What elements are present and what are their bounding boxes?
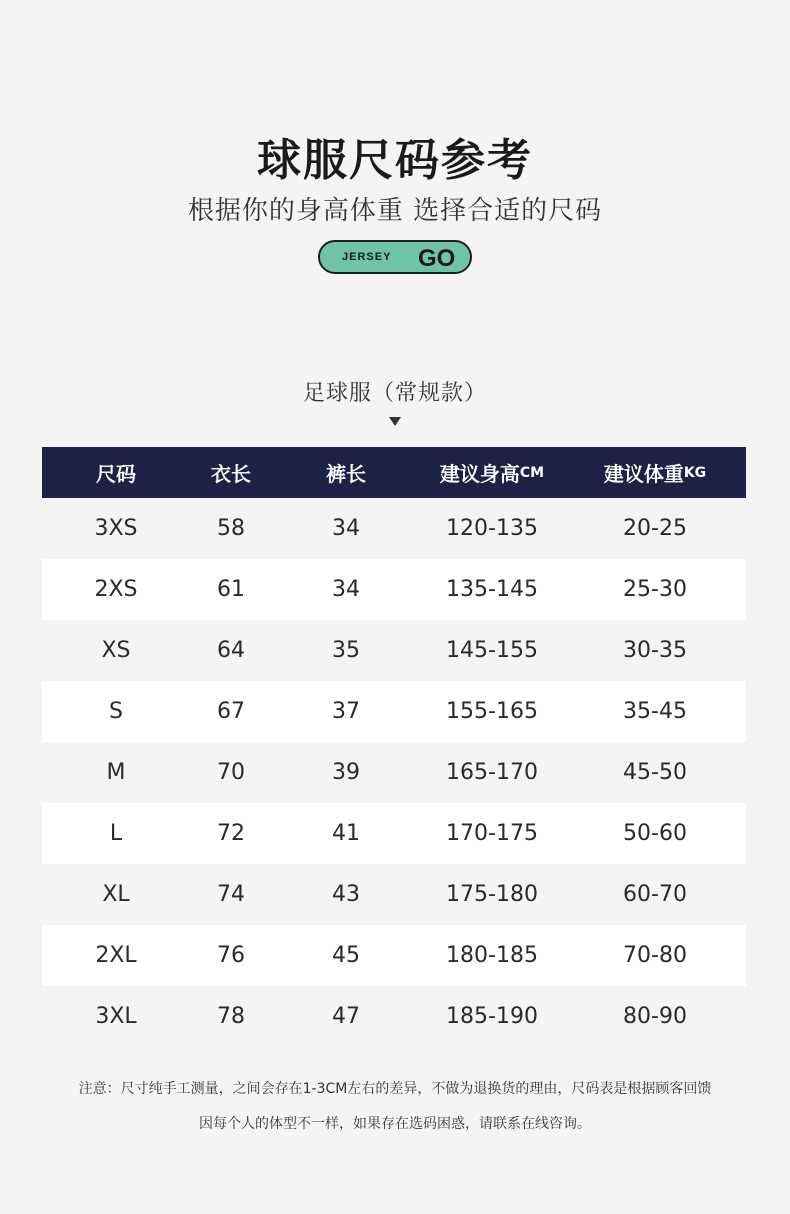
table-cell: XL (102, 882, 130, 907)
table-cell: 30-35 (623, 638, 687, 663)
table-cell: 41 (332, 821, 360, 846)
table-cell: 145-155 (446, 638, 538, 663)
table-cell: 180-185 (446, 943, 538, 968)
table-cell: 45 (332, 943, 360, 968)
table-cell: 165-170 (446, 760, 538, 785)
table-cell: 34 (332, 516, 360, 541)
table-row (42, 864, 746, 925)
table-cell: 34 (332, 577, 360, 602)
table-cell: 47 (332, 1004, 360, 1029)
table-row (42, 498, 746, 559)
table-cell: 80-90 (623, 1004, 687, 1029)
note-line-1: 注意：尺寸纯手工测量，之间会存在1-3CM左右的差异，不做为退换货的理由，尺码表是根据顾客回馈 (78, 1081, 712, 1097)
header-unit: CM (519, 464, 545, 481)
table-cell: 43 (332, 882, 360, 907)
jersey-go-badge (318, 240, 472, 274)
note-line-2: 因每个人的体型不一样，如果存在选码困惑，请联系在线咨询。 (199, 1116, 591, 1132)
table-cell: 39 (332, 760, 360, 785)
table-row (42, 620, 746, 681)
table-cell: 2XS (94, 577, 138, 602)
table-cell: 120-135 (446, 516, 538, 541)
table-cell: 3XL (95, 1004, 137, 1029)
table-cell: 64 (217, 638, 245, 663)
table-cell: 155-165 (446, 699, 538, 724)
table-cell: XS (101, 638, 131, 663)
table-cell: 135-145 (446, 577, 538, 602)
table-header-row (42, 447, 746, 498)
badge-big-text: GO (418, 245, 456, 272)
table-cell: 60-70 (623, 882, 687, 907)
table-cell: 74 (217, 882, 245, 907)
table-cell: 170-175 (446, 821, 538, 846)
section-title: 足球服（常规款） (302, 381, 487, 406)
table-cell: 185-190 (446, 1004, 538, 1029)
table-row (42, 803, 746, 864)
header-label: 裤长 (326, 462, 366, 486)
table-cell: S (109, 699, 123, 724)
header-label: 建议身高 (439, 462, 520, 486)
table-cell: 61 (217, 577, 245, 602)
table-cell: M (106, 760, 126, 785)
table-cell: 37 (332, 699, 360, 724)
page-title: 球服尺码参考 (257, 135, 533, 186)
page-subtitle: 根据你的身高体重 选择合适的尺码 (187, 196, 603, 226)
table-cell: 175-180 (446, 882, 538, 907)
header-label: 尺码 (96, 462, 136, 486)
table-cell: 70-80 (623, 943, 687, 968)
badge-small-text: JERSEY (342, 251, 392, 263)
table-cell: 2XL (95, 943, 137, 968)
header-cell-size (42, 447, 190, 498)
table-cell: 25-30 (623, 577, 687, 602)
table-cell: 78 (217, 1004, 245, 1029)
header-label: 建议体重 (603, 462, 684, 486)
table-cell: 35-45 (623, 699, 687, 724)
header-cell-height (420, 447, 564, 498)
table-cell: 50-60 (623, 821, 687, 846)
table-cell: 20-25 (623, 516, 687, 541)
header-cell-pants-length (272, 447, 420, 498)
table-row (42, 742, 746, 803)
table-cell: L (109, 821, 123, 846)
table-row (42, 681, 746, 742)
header-cell-weight (564, 447, 746, 498)
header-cell-top-length (190, 447, 272, 498)
table-row (42, 559, 746, 620)
header-label: 衣长 (211, 462, 251, 486)
size-table (42, 447, 746, 1047)
table-cell: 58 (217, 516, 245, 541)
down-arrow-icon (389, 417, 401, 426)
table-row (42, 925, 746, 986)
table-row (42, 986, 746, 1047)
header-unit: KG (683, 464, 707, 481)
table-cell: 72 (217, 821, 245, 846)
table-cell: 45-50 (623, 760, 687, 785)
table-cell: 70 (217, 760, 245, 785)
table-cell: 76 (217, 943, 245, 968)
table-cell: 67 (217, 699, 245, 724)
table-cell: 3XS (94, 516, 138, 541)
table-cell: 35 (332, 638, 360, 663)
